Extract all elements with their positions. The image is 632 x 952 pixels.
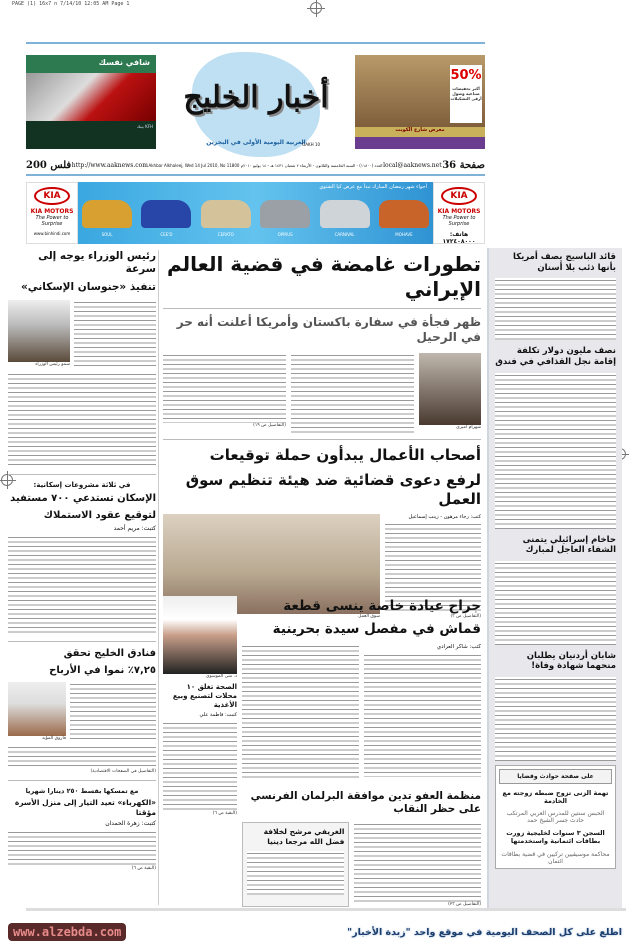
kia-website: www.binhindi.com [33,231,71,236]
kia-motors: KIA MOTORS [437,208,481,215]
registration-mark-icon [310,2,322,14]
ad-brand: بيتك KFH [26,121,156,149]
kia-motors: KIA MOTORS [30,208,74,215]
housing-body [8,535,156,635]
kfh-ad[interactable] [26,55,156,149]
continued-note: (التفاصيل ص ٣) [450,614,481,620]
newspaper-logo [162,52,350,157]
car-model [320,200,370,237]
pm-body [74,300,156,368]
column-divider [158,250,159,905]
car-name: OPIRUS [277,232,293,237]
alzebda-link[interactable]: www.alzebda.com [8,923,126,941]
lead-headline[interactable]: تطورات غامضة في قضية العالم الإيراني [166,252,481,301]
ghuraifi-body [247,851,344,895]
car-name: SOUL [101,232,113,237]
page-count: 36 صفحة [442,159,485,171]
top-rule [26,42,485,44]
car-image [141,200,191,228]
kia-message: أجواء شهر رمضان المبارك تبدأ مع عرض كيا الشتوي [319,184,427,190]
kia-logo [433,182,485,244]
housing-headline[interactable]: الإسكان تستدعي ٧٠٠ مستفيد [10,493,156,505]
photo-caption: شهرام أميري [456,425,481,430]
sidebar-headline-jordan[interactable]: شابان أردنيان يطلبان منحهما شهادة وفاة! [526,650,616,672]
car-model [379,200,429,237]
sidebar-headline-rabbi[interactable]: حاخام إسرائيلي يتمنى الشفاء العاجل لمبارك [522,534,616,556]
furniture-ad[interactable] [355,55,485,149]
byline: كتبت: زهرة الحمدان [105,820,156,827]
box-item[interactable]: محاكمة موسيقيين تركيين في قضية بطاقات ائتمان [501,850,610,865]
car-name: CEE'D [160,232,173,237]
hotels-photo [8,682,66,736]
print-slug: PAGE (1) 16x7 n 7/14/10 12:05 AM Page 1 [12,1,130,7]
car-model [260,200,310,237]
car-name: CARNIVAL [334,232,355,237]
sidebar-body [495,561,616,645]
power-body [8,830,156,866]
surgeon-headline[interactable]: جراح عيادة خاصة ينسى قطعة [283,598,481,614]
email-link[interactable]: local@aaknews.net [383,161,442,169]
kia-cars-band [78,182,433,244]
car-model [141,200,191,237]
ad-footer-band [355,137,485,149]
photo-caption: د. منى الموسوي [206,674,237,679]
ghuraifi-box [242,822,349,907]
hotels-body [70,682,156,742]
kia-logo [26,182,78,244]
continued-note: (التفاصيل ص ٢٣) [448,902,481,908]
kia-slogan: The Power to Surprise [35,215,69,227]
pm-headline-2[interactable]: تنفيذ «جنوسان الإسكاني» [20,281,156,294]
kia-oval: KIA [34,187,70,205]
kia-slogan: The Power to Surprise [442,215,476,227]
continued-note: (التفاصيل ص ١٩) [253,423,286,428]
website-link[interactable]: http://www.aaknews.com [71,161,148,169]
car-image [379,200,429,228]
sidebar-body [495,677,616,761]
surgeon-body-2 [242,644,359,778]
byline: كتب: شاكر العرادي [436,643,481,650]
car-name: CERATO [217,232,234,237]
kia-phone: هاتف: ١٧٢٤٠٨٠٠٠ [442,231,476,245]
health-photo [163,596,237,674]
hotels-headline-2[interactable]: ٧,٢٥٪ نموا في الأرباح [49,664,156,676]
car-name: MOHAVE [395,232,413,237]
kia-ad[interactable] [26,182,485,244]
pm-body-cont [8,372,156,468]
box-item[interactable]: تهمة الزنى تزوج ضبطه زوجته مع الخادمة [502,789,609,806]
footer-promo: اطلع على كل الصحف اليومية في موقع واحد "زبدة الأخبار" [347,926,622,938]
lead-body [291,353,414,433]
surgeon-body [364,653,481,777]
lead-subhead: ظهر فجأة في سفارة باكستان وأمريكا أعلنت أنه حر في الرحيل [176,315,481,344]
ad-headline: شافي نفسك [26,55,156,73]
business-headline[interactable]: أصحاب الأعمال يبدأون حملة توقيعات [209,446,481,464]
masthead-code: GAKH 10 [302,142,320,147]
continued-note: (البقية ص ٦) [212,811,237,817]
health-body [163,721,237,811]
lead-photo [419,353,481,425]
hotels-headline[interactable]: فنادق الخليج تحقق [63,648,156,660]
issue-info: العدد (١١٨٠٠) - السنة الخامسة والثلاثون - الأربعاء ٢ شعبان ١٤٣١ هـ - ١٤ يوليو ٢٠١٠م Akhbar Alkhaleej, Wed 14 Jul 2010, No 11800 [148,162,383,168]
business-headline-2[interactable]: لرفع دعوى قضائية ضد هيئة تنظيم سوق العمل [185,470,481,508]
pm-photo [8,300,70,362]
left-column [8,250,156,871]
byline: كتبت: مريم أحمد [113,525,156,533]
amnesty-headline[interactable]: منظمة العفو تدين موافقة البرلمان الفرنسي على حظر النقاب [250,790,481,816]
car-model [201,200,251,237]
car-image [82,200,132,228]
kia-oval: KIA [441,187,477,205]
sidebar-headline-gaddafi[interactable]: نصف مليون دولار تكلفة إقامة نجل القذافي في فندق [495,346,616,367]
continued-note: (البقية ص ٦) [131,866,156,871]
pm-headline[interactable]: رئيس الوزراء يوجه إلى سرعة [38,250,156,276]
info-bar [26,158,485,172]
housing-headline-2[interactable]: لتوقيع عقود الاستملاك [43,509,156,521]
right-sidebar [487,248,622,910]
hotels-body-cont [8,745,156,769]
sidebar-body [495,373,616,529]
masthead-tagline: العربية اليومية الأولى في البحرين [206,139,306,146]
health-story [163,596,237,816]
crime-page-box [495,765,616,869]
masthead-title: أخبار الخليج [183,80,329,115]
byline: كتبت: فاطمة علي [199,712,237,719]
amnesty-body [354,822,481,902]
ad-brand: معرض شارع الكويت [355,127,485,137]
discount-badge [450,65,482,123]
sidebar-headline-basij[interactable]: قائد الباسيج يصف أمريكا بأنها ذئب بلا أسنان [513,252,616,273]
car-model [82,200,132,237]
info-rule [26,174,485,176]
surgeon-story [242,598,481,778]
bottom-rule [26,908,626,911]
car-image [320,200,370,228]
discount-text: أكبر تخفيضات صناعية وصول أرقى التشكيلات [450,86,482,101]
power-headline[interactable]: «الكهرباء» تعيد التيار إلى منزل الأسرة مؤقتا [14,798,156,817]
box-title: على صفحة حوادث وقضايا [499,769,612,784]
lead-body-2 [163,353,286,423]
center-column [163,252,481,619]
sidebar-body [495,278,616,340]
price: 200 فلس [26,159,72,171]
byline: كتب: رجاء مرهون - زينب إسماعيل [408,514,481,521]
footer-banner[interactable] [8,920,622,944]
health-headline[interactable]: الصحة تغلق ١٠ محلات لتصنيع وبيع الأغذية [172,683,237,709]
car-image [260,200,310,228]
housing-kicker: في ثلاثة مشروعات إسكانية: [33,481,131,490]
box-item[interactable]: الحبس سنتين للمدرس العربي المرتكب حادث جسر الشيخ حمد [506,810,605,825]
surgeon-headline-2[interactable]: قماش في مفصل سيدة بحرينية [272,620,481,637]
ghuraifi-headline[interactable]: الغريفي مرشح لخلافة فضل الله مرجعا دينيا [263,827,345,846]
photo-caption: فاروق المؤيد [42,736,66,742]
power-kicker: مع تمسكها بقسط ٢٥٠ دينارا شهريا [25,787,139,796]
photo-caption: سوق العمل [358,614,380,620]
continued-note: (التفاصيل في الصفحات الاقتصادية) [90,769,156,775]
discount-percent: 50% [450,68,482,83]
box-item[interactable]: السجن ٣ سنوات لخليجية زورت بطاقات ائتمانية واستخدمتها [506,829,605,846]
amnesty-story [242,790,481,907]
car-image [201,200,251,228]
photo-caption: سمو رئيس الوزراء [35,362,70,368]
ad-image [26,73,156,121]
